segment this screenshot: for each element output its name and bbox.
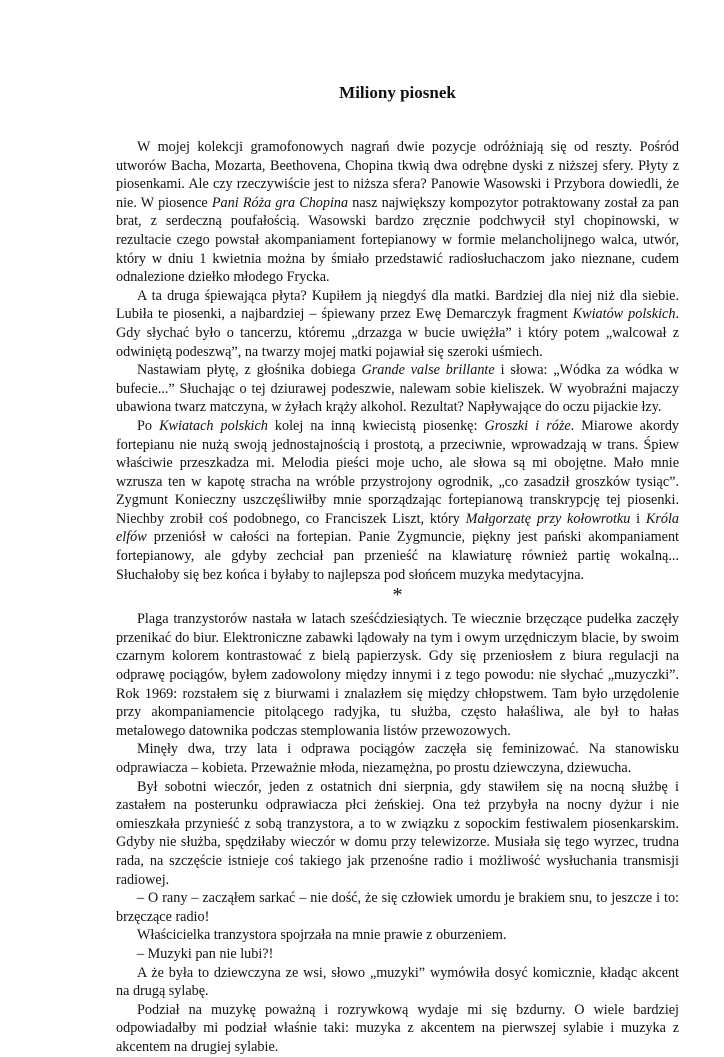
italic-title: Pani Róża gra Chopina: [211, 194, 349, 211]
paragraph: A że była to dziewczyna ze wsi, słowo „muzyki” wymówiła dosyć komicznie, kładąc akcent na drugą sylabę.: [116, 964, 679, 1000]
paragraph: Był sobotni wieczór, jeden z ostatnich dni sierpnia, gdy stawiłem się na nocną służbę i zastałem na posterunku odprawiacza płci żeńskiej. Ona też przybyła na nocny dyżur i nie omieszkała przynieść z sobą tranzystora, a to w związku z sopockim festiwalem piosenkarskim. Gdyby nie służba, spędziłaby wieczór w domu przy telewizorze. Musiała się tego wyrzec, trudna rada, na szczęście istnieje coś takiego jak przenośne radio i możliwość wysłuchania transmisji radiowej.: [116, 778, 679, 888]
paragraph: Podział na muzykę poważną i rozrywkową wydaje mi się bzdurny. O wiele bardziej odpowiadałby mi podział właśnie taki: muzyka z akcentem na pierwszej sylabie i muzyka z akcentem na drugiej sylabie.: [116, 1001, 679, 1055]
paragraph: – O rany – zacząłem sarkać – nie dość, że się człowiek umordu je brakiem snu, to jeszcze i to: brzęczące radio!: [116, 890, 679, 925]
italic-title: Kwiatach polskich: [159, 417, 268, 434]
italic-title: Groszki i róże: [484, 417, 571, 434]
section-1: [116, 138, 679, 584]
paragraph: A ta druga śpiewająca płyta? Kupiłem ją niegdyś dla matki. Bardziej dla niej niż dla siebie. Lubiła te piosenki, a najbardziej – śpiewany przez Ewę Demarczyk fragment Kwiatów polskich. Gdy słychać było o tancerzu, któremu „drzazga w bucie uwiężła” i który potem „walcował z odwiniętą podeszwą”, na twarzy mojej matki pojawiał się szeroki uśmiech.: [116, 287, 679, 360]
section-separator: *: [392, 584, 403, 607]
paragraph: W mojej kolekcji gramofonowych nagrań dwie pozycje odróżniają się od reszty. Pośród utworów Bacha, Mozarta, Beethovena, Chopina tkwią dwa odrębne dyski z niższej sfery. Płyty z piosenkami. Ale czy rzeczywiście jest to niższa sfera? Panowie Wasowski i Przybora dowiedli, że nie. W piosence Pani Róża gra Chopina nasz największy kompozytor potraktowany został za pan brat, z serdeczną poufałością. Wasowski bardzo zręcznie podchwycił styl chopinowski, w rezultacie czego powstał akompaniament fortepianowy w formie melancholijnego walca, utwór, który w dniu 1 kwietnia można by śmiało przedstawić radiosłuchaczom jako nieznane, cudem odnalezione dziełko młodego Frycka.: [116, 139, 679, 286]
paragraph: Plaga tranzystorów nastała w latach sześćdziesiątych. Te wiecznie brzęczące pudełka zaczęły przenikać do biur. Elektroniczne zabawki lądowały na tym i owym urzędniczym blacie, by swoim czarnym kolorem kontrastować z bielą papierzysk. Gdy się przeniosłem z biura regulacji na odprawę pociągów, byłem zadowolony między innymi i z tego powodu: nie słychać „muzyczki”. Rok 1969: rozstałem się z biurwami i znalazłem się między chłopstwem. Tam było urzędolenie przy akompaniamencie pitolącego radyjka, tu służba, często hałaśliwa, ale był to hałas metalowego datownika podczas stemplowania listów przewozowych.: [116, 611, 679, 739]
page-title: Miliony piosnek: [339, 83, 456, 102]
italic-title: Kwiatów polskich: [572, 306, 676, 323]
section-2: [116, 610, 679, 1056]
paragraph: – Muzyki pan nie lubi?!: [137, 945, 274, 962]
paragraph: Właścicielka tranzystora spojrzała na mnie prawie z oburzeniem.: [137, 927, 507, 944]
paragraph: Nastawiam płytę, z głośnika dobiega Grande valse brillante i słowa: „Wódka za wódka w bufecie...” Słuchając o tej dziurawej podeszwie, nalewam sobie kieliszek. W wyobraźni majaczy ubawiona twarz matczyna, w żyłach krąży alkohol. Rezultat? Napływające do oczu pijackie łzy.: [116, 362, 679, 416]
document-page: [116, 82, 679, 1057]
paragraph: Po Kwiatach polskich kolej na inną kwiecistą piosenkę: Groszki i róże. Miarowe akordy fortepianu nie nużą swoją jednostajnością i prostotą, a przeciwnie, wprowadzają w trans. Śpiew właściwie przeszkadza mi. Melodia pieści moje ucho, ale słowa są mi obojętne. Mało mnie wzrusza ten w kapotę stracha na wróble przystrojony ogrodnik, „co zasadził groszków tysiąc”. Zygmunt Konieczny uszczęśliwiłby mnie sporządzając fortepianową transkrypcję tej piosenki. Niechby zrobił coś podobnego, co Franciszek Liszt, który Małgorzatę przy kołowrotku i Króla elfów przeniósł w całości na fortepian. Panie Zygmuncie, piękny jest pański akompaniament fortepianowy, ale gdyby zechciał pan przenieść na klawiaturę również partię wokalną... Słuchałoby się bez końca i byłaby to najlepsza pod słońcem muzyka medytacyjna.: [116, 417, 680, 583]
italic-title: Grande valse brillante: [361, 362, 495, 379]
italic-title: Małgorzatę przy kołowrotku: [465, 510, 631, 527]
italic-title: Króla elfów: [116, 510, 679, 546]
paragraph: Minęły dwa, trzy lata i odprawa pociągów zaczęła się feminizować. Na stanowisku odprawiacza – kobieta. Przeważnie młoda, niezamężna, po prostu dziewczyna, dziewucha.: [116, 741, 679, 776]
